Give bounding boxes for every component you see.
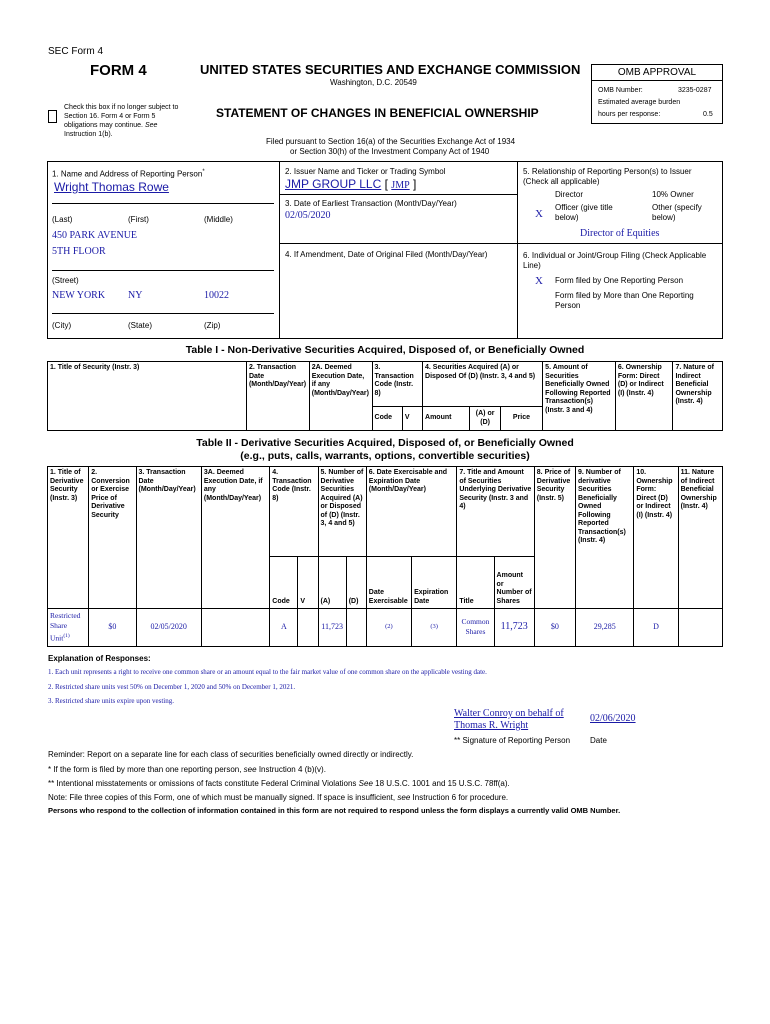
t2-code: Code <box>270 557 298 609</box>
explanation-note-2: 2. Restricted share units vest 50% on December 1, 2020 and 50% on December 1, 2021. <box>48 683 296 691</box>
row-underlying-amount: 11,723 <box>494 609 534 647</box>
officer-check-mark[interactable]: X <box>535 208 543 220</box>
city-label: (City) <box>52 321 72 330</box>
t2-col-date: 3. Transaction Date (Month/Day/Year) <box>136 467 201 609</box>
one-person-check-mark[interactable]: X <box>535 275 543 287</box>
filed-pursuant-1: Filed pursuant to Section 16(a) of the Securities Exchange Act of 1934 <box>266 137 516 146</box>
relationship-label: 5. Relationship of Reporting Person(s) to Issuer (Check all applicable) <box>523 167 692 186</box>
table-1-title: Table I - Non-Derivative Securities Acquired, Disposed of, or Beneficially Owned <box>185 344 585 356</box>
t2-col-title: 1. Title of Derivative Security (Instr. 3) <box>48 467 89 609</box>
more-persons-label: Form filed by More than One Reporting Person <box>555 291 694 310</box>
t1-code: Code <box>372 407 402 431</box>
t2-col-nature: 11. Nature of Indirect Beneficial Ownership (Instr. 4) <box>678 467 722 609</box>
hours-label: hours per response: <box>598 111 661 118</box>
t1-col-date: 2. Transaction Date (Month/Day/Year) <box>246 362 309 431</box>
address-line-1: 450 PARK AVENUE <box>52 230 138 241</box>
footer-note-3: Note: File three copies of this Form, one of which must be manually signed. If space is insufficient, see Instruction 6 for procedure. <box>48 793 509 802</box>
issuer-name-link[interactable]: JMP GROUP LLC <box>285 177 382 191</box>
form-title: FORM 4 <box>90 62 147 79</box>
other-label: Other (specify below) <box>652 203 702 222</box>
hours-value: 0.5 <box>703 111 713 118</box>
middle-label: (Middle) <box>204 215 233 224</box>
explanation-note-3: 3. Restricted share units expire upon vesting. <box>48 697 174 705</box>
t2-title: Title <box>457 557 494 609</box>
row-security: Restricted Share Unit$^{(1)}$ <box>48 609 89 647</box>
statement-title: STATEMENT OF CHANGES IN BENEFICIAL OWNERSHIP <box>216 106 539 120</box>
t1-col-deemed: 2A. Deemed Execution Date, if any (Month/Day/Year) <box>309 362 372 431</box>
t1-aord: (A) or (D) <box>470 407 500 431</box>
row-transaction-date: 02/05/2020 <box>136 609 201 647</box>
ten-pct-label: 10% Owner <box>652 190 694 199</box>
zip-label: (Zip) <box>204 321 221 330</box>
t2-exp: Expiration Date <box>412 557 457 609</box>
t2-col-code: 4. Transaction Code (Instr. 8) <box>270 467 318 557</box>
t1-price: Price <box>500 407 542 431</box>
t2-v: V <box>298 557 318 609</box>
row-acquired: 11,723 <box>318 609 346 647</box>
issuer-line: JMP GROUP LLC [ JMP ] <box>285 177 417 191</box>
footer-note-1: * If the form is filed by more than one reporting person, see Instruction 4 (b)(v). <box>48 765 326 774</box>
t1-col-amount-owned: 5. Amount of Securities Beneficially Owned Following Reported Transaction(s) (Instr. 3 and 4) <box>543 362 616 431</box>
omb-number: 3235-0287 <box>678 87 712 94</box>
reporting-person-label: 1. Name and Address of Reporting Person* <box>52 169 205 179</box>
t2-a: (A) <box>318 557 346 609</box>
omb-title: OMB APPROVAL <box>617 67 697 78</box>
row-owned: 29,285 <box>576 609 634 647</box>
explanation-note-1: 1. Each unit represents a right to receive one common share or an amount equal to the fair market value of one common share on the applicable vesting date. <box>48 668 487 676</box>
commission-city: Washington, D.C. 20549 <box>330 78 417 87</box>
street-label: (Street) <box>52 276 79 285</box>
t2-col-deemed: 3A. Deemed Execution Date, if any (Month/Day/Year) <box>201 467 269 609</box>
checkbox-instruction: Check this box if no longer subject to Section 16. Form 4 or Form 5 obligations may continue. See Instruction 1(b). <box>64 104 179 138</box>
burden-label: Estimated average burden <box>598 99 681 106</box>
t2-col-number: 5. Number of Derivative Securities Acquired (A) or Disposed of (D) (Instr. 3, 4 and 5) <box>318 467 366 557</box>
row-deriv-price: $0 <box>534 609 575 647</box>
zip-value: 10022 <box>204 290 229 301</box>
table-1 <box>47 361 723 431</box>
signature-date: 02/06/2020 <box>590 713 636 724</box>
earliest-date-label: 3. Date of Earliest Transaction (Month/Day/Year) <box>285 199 457 208</box>
t2-date-ex: Date Exercisable <box>366 557 411 609</box>
group-filing-label: 6. Individual or Joint/Group Filing (Check Applicable Line) <box>523 251 707 270</box>
signature-name: Walter Conroy on behalf of Thomas R. Wright <box>454 708 564 731</box>
t1-col-ownership: 6. Ownership Form: Direct (D) or Indirect (I) (Instr. 4) <box>615 362 673 431</box>
row-conversion-price: $0 <box>89 609 136 647</box>
t1-v: V <box>402 407 422 431</box>
t1-col-securities: 4. Securities Acquired (A) or Disposed Of (D) (Instr. 3, 4 and 5) <box>423 362 543 407</box>
table-2 <box>47 466 723 647</box>
earliest-date-value: 02/05/2020 <box>285 210 331 221</box>
reporting-person-name[interactable]: Wright Thomas Rowe <box>54 180 169 194</box>
explanation-label: Explanation of Responses: <box>48 654 151 663</box>
t2-col-price: 8. Price of Derivative Security (Instr. 5) <box>534 467 575 609</box>
t2-amount: Amount or Number of Shares <box>494 557 534 609</box>
row-date-exercisable: (2) <box>366 609 411 647</box>
footer-reminder: Reminder: Report on a separate line for each class of securities beneficially owned directly or indirectly. <box>48 750 414 759</box>
footer-omb-notice: Persons who respond to the collection of information contained in this form are not required to respond unless the form displays a currently valid OMB Number. <box>48 806 621 815</box>
t1-col-nature: 7. Nature of Indirect Beneficial Ownership (Instr. 4) <box>673 362 723 431</box>
address-line-2: 5TH FLOOR <box>52 246 106 257</box>
t1-col-title: 1. Title of Security (Instr. 3) <box>48 362 247 431</box>
no-longer-subject-checkbox[interactable] <box>48 110 57 123</box>
state-value: NY <box>128 290 143 301</box>
first-label: (First) <box>128 215 149 224</box>
issuer-ticker-link[interactable]: JMP <box>391 180 410 191</box>
t1-amount: Amount <box>423 407 470 431</box>
row-v <box>298 609 318 647</box>
omb-number-label: OMB Number: <box>598 87 643 94</box>
row-code: A <box>270 609 298 647</box>
t2-col-ownership: 10. Ownership Form: Direct (D) or Indirect (I) (Instr. 4) <box>634 467 678 609</box>
row-underlying-title: Common Shares <box>457 609 494 647</box>
commission-title: UNITED STATES SECURITIES AND EXCHANGE COMMISSION <box>200 62 581 77</box>
table-2-title: Table II - Derivative Securities Acquired, Disposed of, or Beneficially Owned (e.g., puts, calls, warrants, options, convertible securities) <box>196 437 574 462</box>
t2-d: (D) <box>346 557 366 609</box>
officer-title: Director of Equities <box>580 228 660 239</box>
t2-col-conversion: 2. Conversion or Exercise Price of Derivative Security <box>89 467 136 609</box>
row-deemed-date <box>201 609 269 647</box>
director-label: Director <box>555 190 584 199</box>
officer-label: Officer (give title below) <box>555 203 613 222</box>
t1-col-code: 3. Transaction Code (Instr. 8) <box>372 362 422 407</box>
last-label: (Last) <box>52 215 73 224</box>
t2-col-owned: 9. Number of derivative Securities Beneficially Owned Following Reported Transaction(s) (Instr. 4) <box>576 467 634 609</box>
row-disposed <box>346 609 366 647</box>
signature-label: ** Signature of Reporting Person <box>454 736 571 745</box>
signature-date-label: Date <box>590 736 607 745</box>
issuer-label: 2. Issuer Name and Ticker or Trading Symbol <box>285 167 446 176</box>
table-row <box>48 609 723 647</box>
city-value: NEW YORK <box>52 290 106 301</box>
filed-pursuant-2: or Section 30(h) of the Investment Company Act of 1940 <box>290 147 490 156</box>
t2-col-underlying: 7. Title and Amount of Securities Underlying Derivative Security (Instr. 3 and 4) <box>457 467 534 557</box>
sec-form-label: SEC Form 4 <box>48 46 104 57</box>
t2-col-exercisable: 6. Date Exercisable and Expiration Date (Month/Day/Year) <box>366 467 457 557</box>
row-expiration: (3) <box>412 609 457 647</box>
one-person-label: Form filed by One Reporting Person <box>555 276 684 285</box>
amendment-label: 4. If Amendment, Date of Original Filed (Month/Day/Year) <box>285 250 488 259</box>
footer-note-2: ** Intentional misstatements or omissions of facts constitute Federal Criminal Violations See 18 U.S.C. 1001 and 15 U.S.C. 78ff(a). <box>48 779 510 788</box>
row-nature <box>678 609 722 647</box>
state-label: (State) <box>128 321 153 330</box>
row-ownership-form: D <box>634 609 678 647</box>
